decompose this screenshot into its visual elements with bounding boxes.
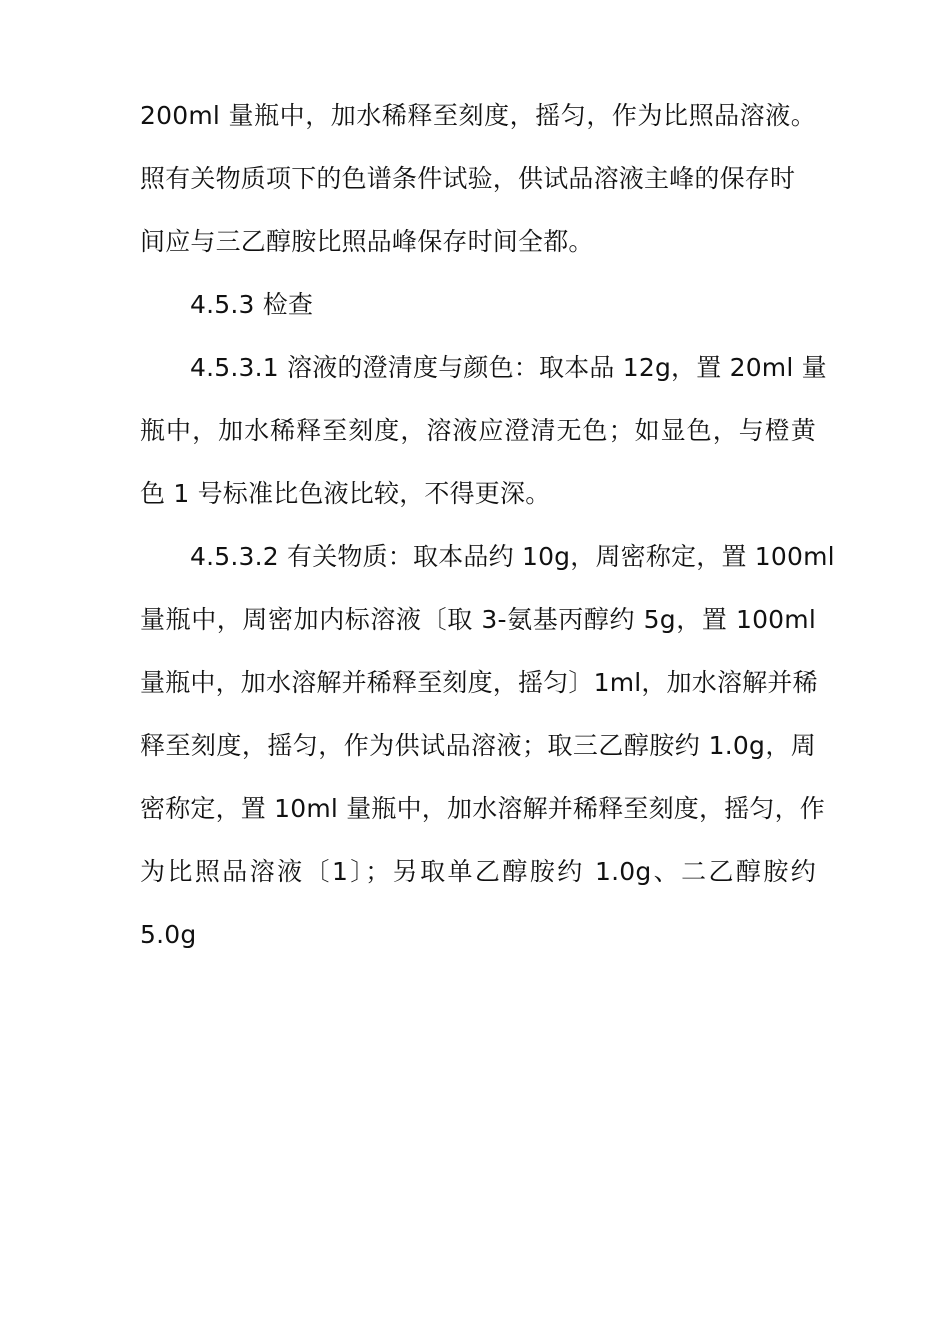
text-line-12: 密称定，置 10ml 量瓶中，加水溶解并稀释至刻度，摇匀，作 (140, 794, 826, 823)
text-line-1: 200ml 量瓶中，加水稀释至刻度，摇匀，作为比照品溶液。 (140, 101, 816, 130)
text-line-10: 量瓶中，加水溶解并稀释至刻度，摇匀〕1ml，加水溶解并稀 (140, 668, 818, 697)
text-line-11: 释至刻度，摇匀，作为供试品溶液；取三乙醇胺约 1.0g，周 (140, 731, 816, 760)
text-line-2: 照有关物质项下的色谱条件试验，供试品溶液主峰的保存时 (140, 164, 796, 193)
section-heading-4-5-3: 4.5.3 检查 (190, 290, 314, 319)
text-line-14: 5.0g (140, 920, 197, 949)
text-line-13: 为比照品溶液〔1〕；另取单乙醇胺约 1.0g、二乙醇胺约 (140, 857, 816, 886)
text-line-9: 量瓶中，周密加内标溶液〔取 3-氨基丙醇约 5g，置 100ml (140, 605, 816, 634)
text-line-3: 间应与三乙醇胺比照品峰保存时间全都。 (140, 227, 594, 256)
text-line-6: 瓶中，加水稀释至刻度，溶液应澄清无色；如显色，与橙黄 (140, 416, 816, 445)
text-line-7: 色 1 号标准比色液比较，不得更深。 (140, 479, 551, 508)
text-line-8: 4.5.3.2 有关物质：取本品约 10g，周密称定，置 100ml (190, 542, 835, 571)
text-line-5: 4.5.3.1 溶液的澄清度与颜色：取本品 12g，置 20ml 量 (190, 353, 827, 382)
